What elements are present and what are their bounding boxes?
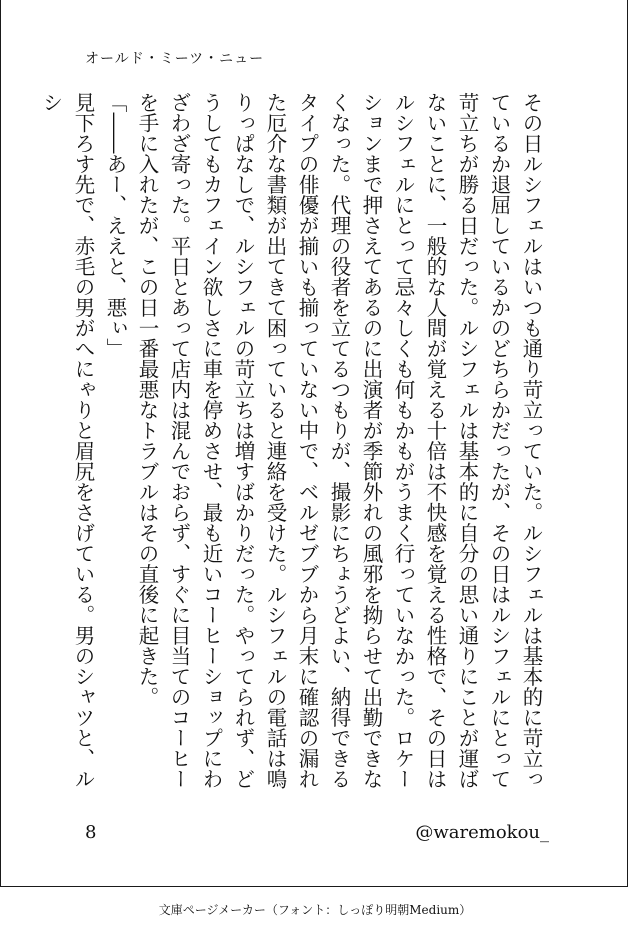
running-header-title: オールド・ミーツ・ニュー [85,51,265,67]
body-paragraph-1: その日ルシフェルはいつも通り苛立っていた。ルシフェルは基本的に苛立っているか退屈しているかのどちらかだったが、その日はルシフェルにとって苛立ちが勝る日だった。ルシフェルは基本的に自分の思い通りにことが運ばないことに、一般的な人間が覚える十倍は不快感を覚える性格で、その日はルシフェルにとって忌々しくも何もかもがうまく行っていなかった。ロケーションまで押さえてあるのに出演者が季節外れの風邪を拗らせて出勤できなくなった。代理の役者を立てるつもりが、撮影にちょうどよい、納得できるタイプの俳優が揃いも揃っていない中で、ベルゼブブから月末に確認の漏れた厄介な書類が出てきて困っていると連絡を受けた。ルシフェルの電話は鳴りっぱなしで、ルシフェルの苛立ちは増すばかりだった。やってられず、どうしてもカフェイン欲しさに車を停めさせ、最も近いコーヒーショップにわざわざ寄った。平日とあって店内は混んでおらず、すぐに目当てのコーヒーを手に入れたが、この日一番最悪なトラブルはその直後に起きた。 [135,92,543,789]
author-handle: @waremokou_ [415,822,549,843]
generator-credit: 文庫ページメーカー（フォント：しっぽり明朝Medium） [158,903,472,917]
page-number: 8 [85,822,97,843]
body-paragraph-2: 「――あー、ええと、悪ぃ」 [103,92,127,359]
vertical-body-text [39,92,547,804]
body-paragraph-3: 見下ろす先で、赤毛の男がへにゃりと眉尻をさげている。男のシャツと、ルシ [39,92,95,789]
